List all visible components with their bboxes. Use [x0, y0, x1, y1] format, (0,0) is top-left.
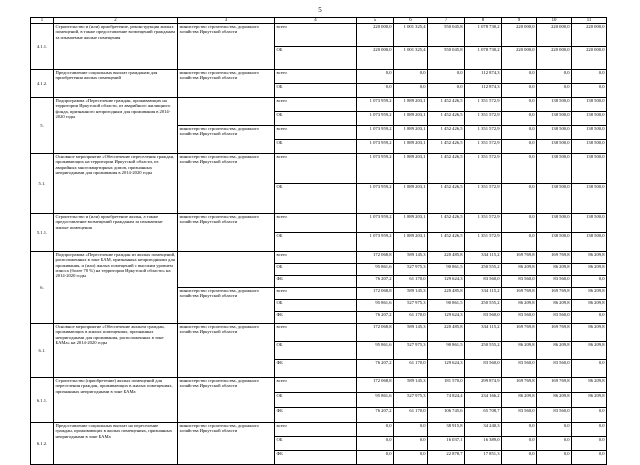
row-value: 0,0: [357, 70, 394, 84]
row-value: 0,0: [502, 84, 537, 98]
row-value: 1 073 959,2: [357, 184, 394, 214]
row-value: 1 073 959,2: [357, 233, 394, 252]
row-value: 83 560,0: [502, 312, 537, 324]
row-value: 220 485,8: [428, 324, 465, 342]
row-source: ОБ: [275, 184, 357, 214]
header-cell: 2: [54, 18, 178, 24]
row-value: 34 240,3: [465, 423, 502, 437]
row-value: 589 145,3: [394, 324, 428, 342]
row-value: 86 209,8: [572, 264, 607, 276]
row-value: 0,0: [394, 437, 428, 451]
row-value: 169 769,8: [502, 252, 537, 264]
row-value: 17 851,3: [465, 451, 502, 465]
row-value: 0,0: [357, 437, 394, 451]
row-value: 1 001 325,4: [394, 47, 428, 70]
row-value: 74 824,4: [428, 393, 465, 408]
table-row: [31, 252, 607, 264]
row-value: 0,0: [572, 312, 607, 324]
row-value: 250 555,2: [465, 264, 502, 276]
row-value: 1 889 203,1: [394, 98, 428, 112]
row-value: 0,0: [502, 112, 537, 126]
row-value: 0,0: [572, 437, 607, 451]
row-value: 86 209,8: [537, 342, 572, 360]
row-value: 181 570,0: [428, 378, 465, 393]
row-source: всего: [275, 24, 357, 47]
row-code: 5.1.1.: [31, 214, 54, 252]
row-value: 0,0: [502, 98, 537, 112]
table-row: [31, 378, 607, 393]
row-value: 169 769,8: [537, 378, 572, 393]
row-value: 1 351 572,9: [465, 214, 502, 233]
header-cell: 1: [31, 18, 54, 24]
row-value: 0,0: [537, 84, 572, 98]
row-value: 220 000,0: [502, 24, 537, 47]
row-value: 1 889 203,1: [394, 112, 428, 126]
row-value: 334 115,2: [465, 252, 502, 264]
row-source: ОБ: [275, 393, 357, 408]
row-value: 169 769,8: [537, 324, 572, 342]
row-value: 0,0: [502, 423, 537, 437]
row-code: 6.: [31, 252, 54, 324]
row-value: 1 351 572,9: [465, 126, 502, 140]
row-value: 1 001 325,4: [394, 24, 428, 47]
row-value: 83 560,0: [502, 360, 537, 378]
row-value: 550 045,8: [428, 47, 465, 70]
row-name: Подпрограмма «Переселение граждан, проживающих на территории Иркутской области, из аварийного жилищного фонда, признанного непригодным для проживания в 2014-2020 годы: [54, 98, 178, 154]
row-value: 172 068,8: [357, 288, 394, 300]
row-value: 1 078 730,2: [465, 24, 502, 47]
row-source: ОБ: [275, 264, 357, 276]
row-value: 138 500,0: [537, 112, 572, 126]
row-value: 112 874,3: [465, 84, 502, 98]
row-value: 129 624,3: [428, 312, 465, 324]
row-executor: министерство строительства, дорожного хозяйства Иркутской области: [178, 288, 275, 324]
row-value: 1 073 959,2: [357, 98, 394, 112]
row-source: всего: [275, 378, 357, 393]
row-source: ОБ: [275, 47, 357, 70]
row-name: Предоставление социальных выплат на переселение граждан, проживающих в жилых помещениях, признанных непригодными в зоне БАМа: [54, 423, 178, 465]
row-executor: министерство строительства, дорожного хозяйства Иркутской области: [178, 70, 275, 98]
row-value: 0,0: [537, 451, 572, 465]
row-code: 4.1.2.: [31, 70, 54, 98]
row-source: ОБ: [275, 140, 357, 154]
row-value: 16 389,0: [465, 437, 502, 451]
table-row: [31, 324, 607, 342]
row-value: 76 207,2: [357, 276, 394, 288]
row-value: 86 209,8: [502, 264, 537, 276]
row-value: 1 351 572,9: [465, 154, 502, 184]
budget-table: [30, 17, 607, 465]
header-cell: 9: [502, 18, 537, 24]
row-value: 550 045,8: [428, 24, 465, 47]
row-code: 6.1.2.: [31, 423, 54, 465]
row-value: 65 708,7: [465, 408, 502, 423]
row-value: 589 145,3: [394, 378, 428, 393]
header-cell: 7: [428, 18, 465, 24]
row-value: 83 560,0: [502, 408, 537, 423]
row-value: 220 485,8: [428, 252, 465, 264]
row-value: 0,0: [394, 423, 428, 437]
page-number: 5: [318, 6, 322, 14]
row-value: 0,0: [572, 84, 607, 98]
row-value: 1 452 426,5: [428, 126, 465, 140]
row-source: ОБ: [275, 342, 357, 360]
row-source: всего: [275, 324, 357, 342]
row-value: 0,0: [537, 423, 572, 437]
row-value: 95 861,6: [357, 300, 394, 312]
row-value: 0,0: [502, 126, 537, 140]
row-value: 61 170,0: [394, 312, 428, 324]
row-name: Строительство и (или) приобретение, реконструкция жилых помещений, в также предоставление возмещений гражданам за изымаемые жилые помещения: [54, 24, 178, 70]
row-value: 172 068,8: [357, 378, 394, 393]
row-value: 0,0: [572, 276, 607, 288]
table-row: [31, 70, 607, 84]
row-value: 0,0: [357, 451, 394, 465]
row-value: 95 861,6: [357, 342, 394, 360]
row-value: 138 500,0: [537, 233, 572, 252]
row-value: 172 068,8: [357, 252, 394, 264]
row-value: 86 209,8: [572, 342, 607, 360]
table-row: [31, 154, 607, 184]
row-code: 5.: [31, 98, 54, 154]
row-value: 1 452 426,5: [428, 214, 465, 233]
row-value: 0,0: [502, 214, 537, 233]
row-executor: министерство строительства, дорожного хозяйства Иркутской области: [178, 378, 275, 423]
row-value: 22 878,7: [428, 451, 465, 465]
row-source: ФБ: [275, 451, 357, 465]
row-executor: министерство строительства, дорожного хозяйства Иркутской области: [178, 126, 275, 154]
row-value: 250 555,2: [465, 342, 502, 360]
row-source: ОБ: [275, 437, 357, 451]
row-value: 220 000,0: [357, 47, 394, 70]
row-value: 220 000,0: [572, 47, 607, 70]
row-value: 0,0: [428, 70, 465, 84]
row-value: 250 555,2: [465, 300, 502, 312]
row-value: 86 209,8: [572, 393, 607, 408]
row-value: 86 209,8: [572, 300, 607, 312]
row-value: 527 975,3: [394, 264, 428, 276]
row-value: 1 351 572,9: [465, 112, 502, 126]
table-row: [31, 214, 607, 233]
row-value: 1 452 426,5: [428, 184, 465, 214]
row-value: 1 073 959,2: [357, 140, 394, 154]
row-executor: министерство строительства, дорожного хозяйства Иркутской области: [178, 324, 275, 378]
row-value: 220 000,0: [537, 47, 572, 70]
row-value: 220 485,8: [428, 288, 465, 300]
row-value: 0,0: [502, 451, 537, 465]
row-name: Предоставление социальных выплат гражданам для приобретения жилых помещений: [54, 70, 178, 98]
row-value: 1 889 203,1: [394, 126, 428, 140]
row-value: 1 889 203,1: [394, 184, 428, 214]
row-value: 1 889 203,1: [394, 154, 428, 184]
row-code: 5.1.: [31, 154, 54, 214]
row-value: 169 769,8: [502, 324, 537, 342]
row-source: всего: [275, 214, 357, 233]
row-value: 1 889 203,1: [394, 140, 428, 154]
row-name: Основное мероприятие «Обеспечение жильем граждан, проживающих в жилых помещениях, признанных непригодными для проживания, расположенных в зоне БАМа» на 2014-2020 годы: [54, 324, 178, 378]
row-source: ОБ: [275, 84, 357, 98]
row-value: 138 500,0: [572, 154, 607, 184]
row-value: 83 560,0: [465, 276, 502, 288]
table-row: [31, 24, 607, 47]
row-value: 138 500,0: [572, 233, 607, 252]
row-value: 112 874,3: [465, 70, 502, 84]
row-value: 0,0: [572, 360, 607, 378]
row-value: 1 351 572,9: [465, 233, 502, 252]
header-cell: 8: [465, 18, 502, 24]
row-value: 86 209,8: [502, 393, 537, 408]
row-value: 138 500,0: [537, 126, 572, 140]
row-value: 106 745,6: [428, 408, 465, 423]
row-value: 83 560,0: [537, 276, 572, 288]
row-executor: министерство строительства, дорожного хозяйства Иркутской области: [178, 24, 275, 70]
row-value: 0,0: [537, 437, 572, 451]
row-value: 169 769,8: [502, 288, 537, 300]
row-value: 138 500,0: [572, 140, 607, 154]
row-value: 0,0: [502, 233, 537, 252]
row-value: 86 209,8: [502, 342, 537, 360]
row-value: 334 115,2: [465, 324, 502, 342]
row-executor: министерство строительства, дорожного хозяйства Иркутской области: [178, 214, 275, 252]
row-value: 16 037,1: [428, 437, 465, 451]
row-value: 83 560,0: [537, 408, 572, 423]
row-source: ОБ: [275, 300, 357, 312]
row-value: 299 874,9: [465, 378, 502, 393]
row-name: Основное мероприятие «Обеспечение переселения граждан, проживающих на территории Иркутской области, из аварийных многоквартирных домов, признанных непригодными для проживания в 2014-2020 годы: [54, 154, 178, 214]
row-value: 138 500,0: [537, 154, 572, 184]
row-value: 83 560,0: [502, 276, 537, 288]
row-value: 169 769,8: [537, 252, 572, 264]
row-value: 95 861,6: [357, 393, 394, 408]
row-source: всего: [275, 423, 357, 437]
row-name: Строительство (приобретение) жилых помещений для переселения граждан, проживающих в жилых помещениях, признанных непригодными в зоне БАМа: [54, 378, 178, 423]
row-value: 1 889 203,1: [394, 214, 428, 233]
row-value: 0,0: [572, 423, 607, 437]
row-value: 589 145,3: [394, 288, 428, 300]
row-value: 1 351 572,9: [465, 98, 502, 112]
table-row: [31, 423, 607, 437]
row-value: 172 068,8: [357, 324, 394, 342]
row-value: 527 975,3: [394, 393, 428, 408]
row-value: 0,0: [502, 437, 537, 451]
row-name: Подпрограмма «Переселение граждан из жилых помещений, расположенных в зоне БАМ, признанных непригодными для проживания, и (или) жилых помещений с высоким уровнем износа (более 70 %) на территории Иркутской области» на 2014-2020 годы: [54, 252, 178, 324]
row-code: 6.1.: [31, 324, 54, 378]
row-value: 0,0: [502, 70, 537, 84]
header-cell: 11: [572, 18, 607, 24]
row-value: 1 073 959,2: [357, 112, 394, 126]
row-value: 1 452 426,5: [428, 233, 465, 252]
row-value: 1 073 959,2: [357, 214, 394, 233]
row-value: 220 000,0: [537, 24, 572, 47]
row-value: 90 861,5: [428, 264, 465, 276]
row-value: 138 500,0: [572, 214, 607, 233]
row-value: 138 500,0: [572, 112, 607, 126]
row-value: 589 145,3: [394, 252, 428, 264]
row-value: 0,0: [502, 154, 537, 184]
row-value: 1 452 426,5: [428, 140, 465, 154]
row-source: ОБ: [275, 112, 357, 126]
row-value: 83 560,0: [537, 360, 572, 378]
row-source: всего: [275, 70, 357, 84]
row-value: 61 170,0: [394, 408, 428, 423]
row-value: 86 209,8: [537, 393, 572, 408]
row-value: 0,0: [394, 70, 428, 84]
row-value: 61 170,0: [394, 276, 428, 288]
row-value: 0,0: [428, 84, 465, 98]
row-name: Строительство и (или) приобретение жилья, а также предоставление возмещений гражданам за изымаемые жилые помещения: [54, 214, 178, 252]
row-value: 527 975,3: [394, 342, 428, 360]
row-source: всего: [275, 98, 357, 112]
row-value: 169 769,8: [502, 378, 537, 393]
row-value: 1 073 959,2: [357, 126, 394, 140]
row-value: 0,0: [394, 84, 428, 98]
row-value: 1 078 730,2: [465, 47, 502, 70]
row-code: 6.1.1.: [31, 378, 54, 423]
row-value: 90 861,5: [428, 300, 465, 312]
row-value: 76 207,2: [357, 360, 394, 378]
row-value: 138 500,0: [537, 184, 572, 214]
row-value: 0,0: [394, 451, 428, 465]
row-value: 129 624,3: [428, 360, 465, 378]
row-value: 169 769,8: [537, 288, 572, 300]
row-source: ФБ: [275, 276, 357, 288]
row-value: 83 560,0: [465, 360, 502, 378]
row-value: 61 170,0: [394, 360, 428, 378]
row-value: 86 209,8: [572, 288, 607, 300]
row-value: 129 624,3: [428, 276, 465, 288]
row-value: 527 975,3: [394, 300, 428, 312]
row-value: 0,0: [537, 70, 572, 84]
row-value: 0,0: [357, 84, 394, 98]
row-executor: министерство строительства, дорожного хозяйства Иркутской области: [178, 154, 275, 214]
row-executor: министерство строительства, дорожного хозяйства Иркутской области: [178, 423, 275, 465]
row-value: 1 351 572,9: [465, 140, 502, 154]
row-code: 4.1.1.: [31, 24, 54, 70]
row-value: 0,0: [357, 423, 394, 437]
row-value: 138 500,0: [572, 98, 607, 112]
row-value: 0,0: [572, 408, 607, 423]
row-value: 0,0: [502, 184, 537, 214]
row-value: 138 500,0: [537, 214, 572, 233]
row-value: 76 207,2: [357, 408, 394, 423]
header-cell: 5: [357, 18, 394, 24]
row-value: 86 209,8: [572, 378, 607, 393]
row-value: 1 351 572,9: [465, 184, 502, 214]
row-value: 220 000,0: [502, 47, 537, 70]
row-value: 0,0: [502, 140, 537, 154]
row-source: всего: [275, 288, 357, 300]
row-value: 86 209,8: [502, 300, 537, 312]
row-value: 1 452 426,5: [428, 154, 465, 184]
row-executor: [178, 98, 275, 126]
row-value: 1 073 959,2: [357, 154, 394, 184]
row-value: 138 500,0: [537, 140, 572, 154]
row-source: ФБ: [275, 360, 357, 378]
row-value: 38 915,8: [428, 423, 465, 437]
row-value: 0,0: [572, 451, 607, 465]
row-source: ОБ: [275, 233, 357, 252]
header-cell: 4: [275, 18, 357, 24]
row-source: всего: [275, 154, 357, 184]
row-value: 1 452 426,5: [428, 112, 465, 126]
header-cell: 6: [394, 18, 428, 24]
header-cell: 10: [537, 18, 572, 24]
row-value: 234 166,2: [465, 393, 502, 408]
row-value: 95 861,6: [357, 264, 394, 276]
row-value: 76 207,2: [357, 312, 394, 324]
row-value: 0,0: [572, 70, 607, 84]
row-source: всего: [275, 252, 357, 264]
row-value: 220 000,0: [572, 24, 607, 47]
header-cell: 3: [178, 18, 275, 24]
row-value: 138 500,0: [572, 126, 607, 140]
row-value: 138 500,0: [537, 98, 572, 112]
row-value: 138 500,0: [572, 184, 607, 214]
row-value: 86 209,8: [537, 264, 572, 276]
row-value: 86 209,8: [572, 324, 607, 342]
table-row: [31, 98, 607, 112]
row-value: 220 000,0: [357, 24, 394, 47]
row-value: 83 560,0: [537, 312, 572, 324]
row-value: 86 209,8: [537, 300, 572, 312]
row-executor: [178, 252, 275, 288]
row-value: 1 452 426,5: [428, 98, 465, 112]
row-source: ФБ: [275, 312, 357, 324]
row-value: 1 889 203,1: [394, 233, 428, 252]
row-source: всего: [275, 126, 357, 140]
row-value: 86 209,8: [572, 252, 607, 264]
row-value: 83 560,0: [465, 312, 502, 324]
row-value: 334 115,2: [465, 288, 502, 300]
row-source: ФБ: [275, 408, 357, 423]
row-value: 90 861,5: [428, 342, 465, 360]
